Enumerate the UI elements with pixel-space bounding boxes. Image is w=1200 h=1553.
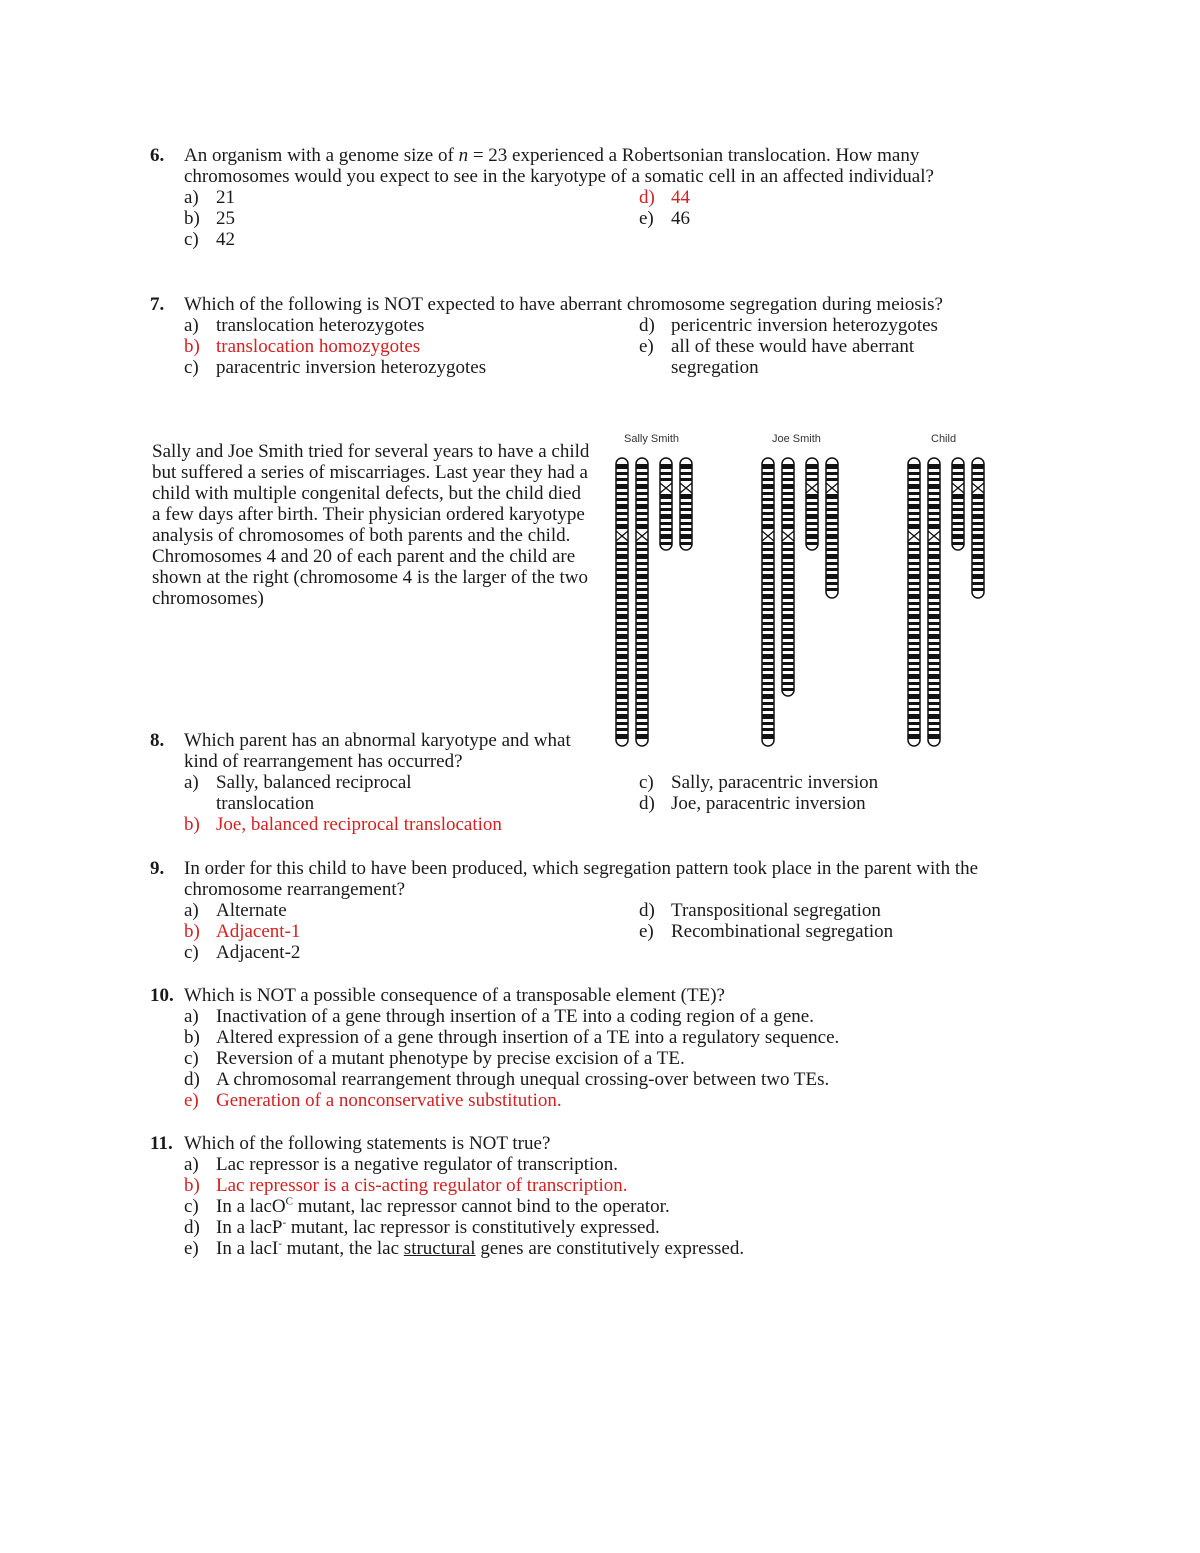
answer-options xyxy=(184,772,1010,835)
option-a[interactable]: a) Sally, balanced reciprocal translocation xyxy=(184,772,412,814)
option-b-correct[interactable]: b) translocation homozygotes xyxy=(184,336,421,357)
chromosome-4-child-a xyxy=(908,458,920,746)
option-c[interactable]: c) Adjacent-2 xyxy=(184,942,301,963)
karyotype-figure xyxy=(600,428,1000,758)
option-a[interactable]: a) Alternate xyxy=(184,900,287,921)
option-c[interactable]: c) paracentric inversion heterozygotes xyxy=(184,357,487,378)
question-7 xyxy=(150,294,1010,378)
option-b-correct[interactable]: b) Adjacent-1 xyxy=(184,921,301,942)
question-stem: In order for this child to have been produced, which segregation pattern took place in the parent with the chromosome rearrangement? xyxy=(184,858,979,900)
option-a[interactable]: a) Lac repressor is a negative regulator of transcription. xyxy=(184,1154,619,1175)
option-a[interactable]: a) Inactivation of a gene through insertion of a TE into a coding region of a gene. xyxy=(184,1006,814,1027)
question-stem: Which of the following is NOT expected to have aberrant chromosome segregation during meiosis? xyxy=(184,294,943,315)
chromosome-4-child-b xyxy=(928,458,940,746)
question-number: 10. xyxy=(150,985,174,1006)
chromosome-layer xyxy=(616,458,984,746)
option-d[interactable]: d) In a lacP- mutant, lac repressor is constitutively expressed. xyxy=(184,1216,660,1238)
option-d[interactable]: d) Transpositional segregation xyxy=(639,900,881,921)
option-b[interactable]: b) 25 xyxy=(184,208,235,229)
karyotype-label-joe: Joe Smith xyxy=(772,433,821,445)
option-e[interactable]: e) In a lacI- mutant, the lac structural genes are constitutively expressed. xyxy=(184,1237,745,1259)
chromosome-20-joe-normal xyxy=(806,458,818,550)
question-8 xyxy=(150,730,1010,835)
option-b-correct[interactable]: b) Joe, balanced reciprocal translocation xyxy=(184,814,502,835)
question-stem: An organism with a genome size of n = 23 experienced a Robertsonian translocation. How many chromosomes would you expect to see in the karyotype of a somatic cell in an affected individual? xyxy=(184,145,934,187)
option-b-correct[interactable]: b) Lac repressor is a cis-acting regulator of transcription. xyxy=(184,1175,628,1196)
question-11 xyxy=(150,1133,1010,1259)
option-e[interactable]: e) 46 xyxy=(639,208,690,229)
chromosome-4-sally-b xyxy=(636,458,648,746)
chromosome-4-joe-derivative xyxy=(782,458,794,696)
option-c[interactable]: c) Reversion of a mutant phenotype by precise excision of a TE. xyxy=(184,1048,685,1069)
answer-options xyxy=(184,315,1010,378)
chromosome-20-child-b xyxy=(972,458,984,598)
question-stem: Which parent has an abnormal karyotype and what kind of rearrangement has occurred? xyxy=(184,730,571,772)
option-b[interactable]: b) Altered expression of a gene through insertion of a TE into a regulatory sequence. xyxy=(184,1027,840,1048)
question-stem: Which is NOT a possible consequence of a transposable element (TE)? xyxy=(184,985,725,1006)
option-d[interactable]: d) pericentric inversion heterozygotes xyxy=(639,315,938,336)
option-e-correct[interactable]: e) Generation of a nonconservative substitution. xyxy=(184,1090,562,1111)
option-d[interactable]: d) A chromosomal rearrangement through unequal crossing-over between two TEs. xyxy=(184,1069,830,1090)
karyotype-label-sally: Sally Smith xyxy=(624,433,680,445)
option-a[interactable]: a) 21 xyxy=(184,187,235,208)
answer-options xyxy=(184,1154,1010,1259)
karyotype-label-child: Child xyxy=(931,433,957,445)
question-number: 11. xyxy=(150,1133,173,1154)
option-d[interactable]: d) Joe, paracentric inversion xyxy=(639,793,866,814)
question-9 xyxy=(150,858,1010,963)
chromosome-20-sally-b xyxy=(680,458,692,550)
answer-options xyxy=(184,187,1010,250)
option-e[interactable]: e) all of these would have aberrant segregation xyxy=(639,336,915,378)
chromosome-20-joe-derivative xyxy=(826,458,838,598)
chromosome-20-sally-a xyxy=(660,458,672,550)
chromosome-4-joe-normal xyxy=(762,458,774,746)
chromosome-20-child-a xyxy=(952,458,964,550)
answer-options xyxy=(184,1006,1010,1111)
question-number: 6. xyxy=(150,145,165,166)
question-10 xyxy=(150,985,1010,1111)
question-number: 9. xyxy=(150,858,165,879)
question-stem: Which of the following statements is NOT true? xyxy=(184,1133,551,1154)
question-6 xyxy=(150,145,1010,250)
answer-options xyxy=(184,900,1010,963)
question-number: 7. xyxy=(150,294,165,315)
case-passage: Sally and Joe Smith tried for several years to have a child but suffered a series of miscarriages. Last year they had a child with multiple congenital defects, but the child died a few days after birth. Their physician ordered karyotype analysis of chromosomes of both parents and the child. Chromosomes 4 and 20 of each parent and the child are shown at the right (chromosome 4 is the larger of the two chromosomes) xyxy=(152,441,590,609)
option-c[interactable]: c) Sally, paracentric inversion xyxy=(639,772,879,793)
chromosome-4-sally-a xyxy=(616,458,628,746)
option-d-correct[interactable]: d) 44 xyxy=(639,187,690,208)
option-c[interactable]: c) In a lacO$^C$ mutant, lac repressor cannot bind to the operator. xyxy=(184,1195,670,1217)
question-number: 8. xyxy=(150,730,165,751)
option-a[interactable]: a) translocation heterozygotes xyxy=(184,315,425,336)
option-e[interactable]: e) Recombinational segregation xyxy=(639,921,894,942)
option-c[interactable]: c) 42 xyxy=(184,229,235,250)
